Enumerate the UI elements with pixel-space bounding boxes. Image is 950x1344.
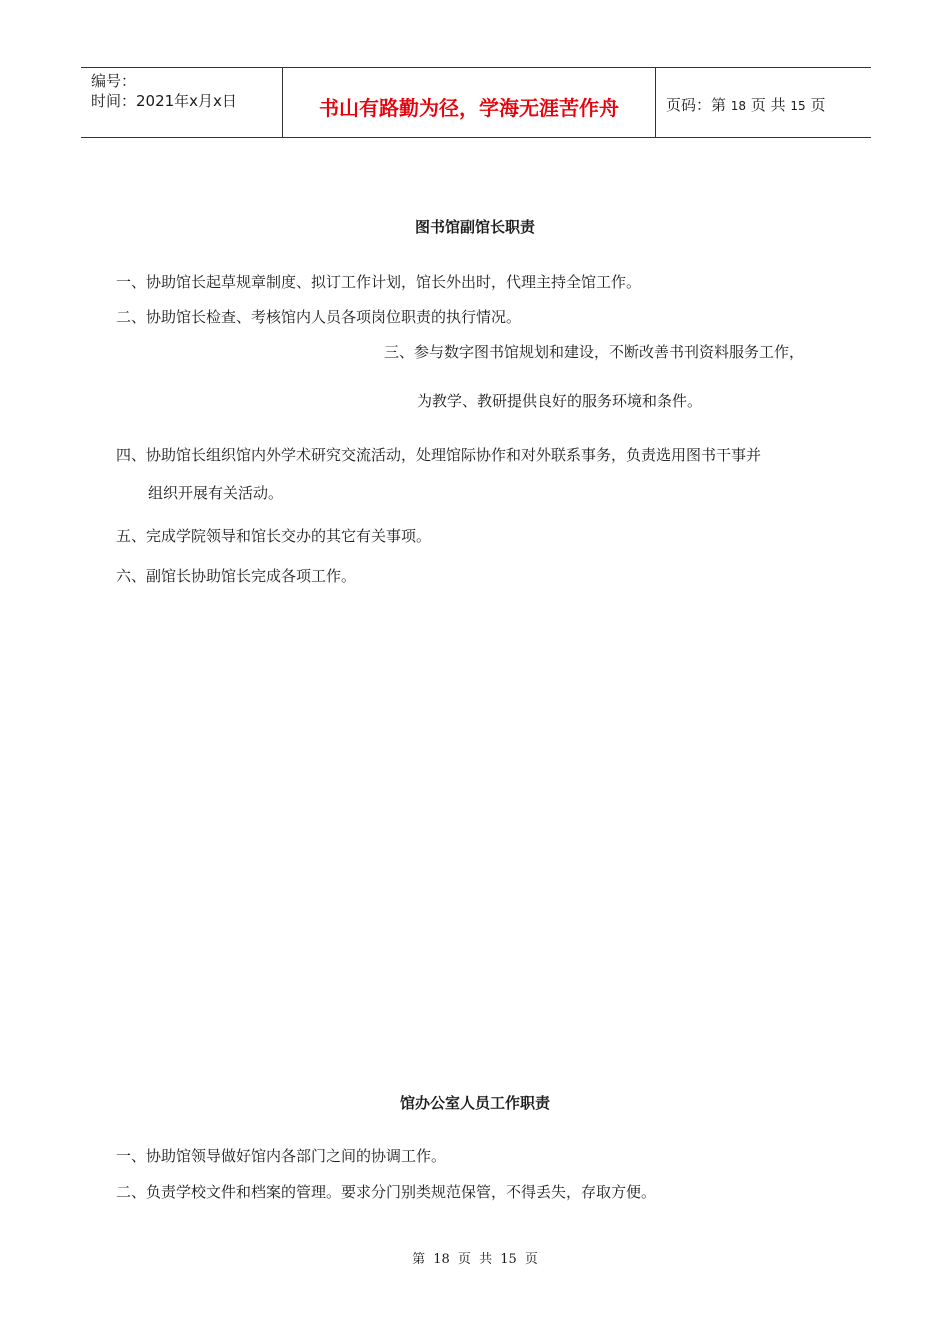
document-header: [81, 67, 871, 138]
paragraph-item-1: 一、协助馆长起草规章制度、拟订工作计划，馆长外出时，代理主持全馆工作。: [116, 273, 642, 291]
paragraph-item-4-cont: 组织开展有关活动。: [148, 484, 284, 502]
paragraph-item-3-cont: 为教学、教研提供良好的服务环境和条件。: [417, 392, 703, 410]
header-motto-cell: [283, 68, 656, 137]
paragraph-office-item-2: 二、负责学校文件和档案的管理。要求分门别类规范保管，不得丢失，存取方便。: [116, 1183, 657, 1201]
document-number-label: 编号：: [91, 72, 137, 90]
section-title-deputy-director: 图书馆副馆长职责: [414, 218, 535, 236]
paragraph-item-6: 六、副馆长协助馆长完成各项工作。: [116, 567, 357, 585]
paragraph-item-2: 二、协助馆长检查、考核馆内人员各项岗位职责的执行情况。: [116, 308, 522, 326]
header-motto: 书山有路勤为径，学海无涯苦作舟: [319, 96, 619, 120]
page-code-suffix: 页: [810, 96, 826, 114]
page-code-total: 15: [790, 99, 806, 113]
section-title-office-staff: 馆办公室人员工作职责: [399, 1094, 550, 1112]
header-page-cell: [656, 68, 871, 137]
header-meta-cell: [81, 68, 283, 137]
page-code-middle: 页 共: [750, 96, 786, 114]
page-code-current: 18: [730, 99, 747, 113]
paragraph-item-5: 五、完成学院领导和馆长交办的其它有关事项。: [116, 527, 432, 545]
paragraph-item-4: 四、协助馆长组织馆内外学术研究交流活动，处理馆际协作和对外联系事务，负责选用图书干事并: [116, 446, 762, 464]
paragraph-item-3: 三、参与数字图书馆规划和建设，不断改善书刊资料服务工作，: [384, 343, 805, 361]
document-time: 时间：2021年x月x日: [91, 92, 237, 110]
header-page-code: [666, 94, 826, 115]
paragraph-office-item-1: 一、协助馆领导做好馆内各部门之间的协调工作。: [116, 1147, 447, 1165]
page-code-prefix: 页码：第: [666, 96, 727, 114]
page-footer: 第 18 页 共 15 页: [412, 1252, 538, 1267]
